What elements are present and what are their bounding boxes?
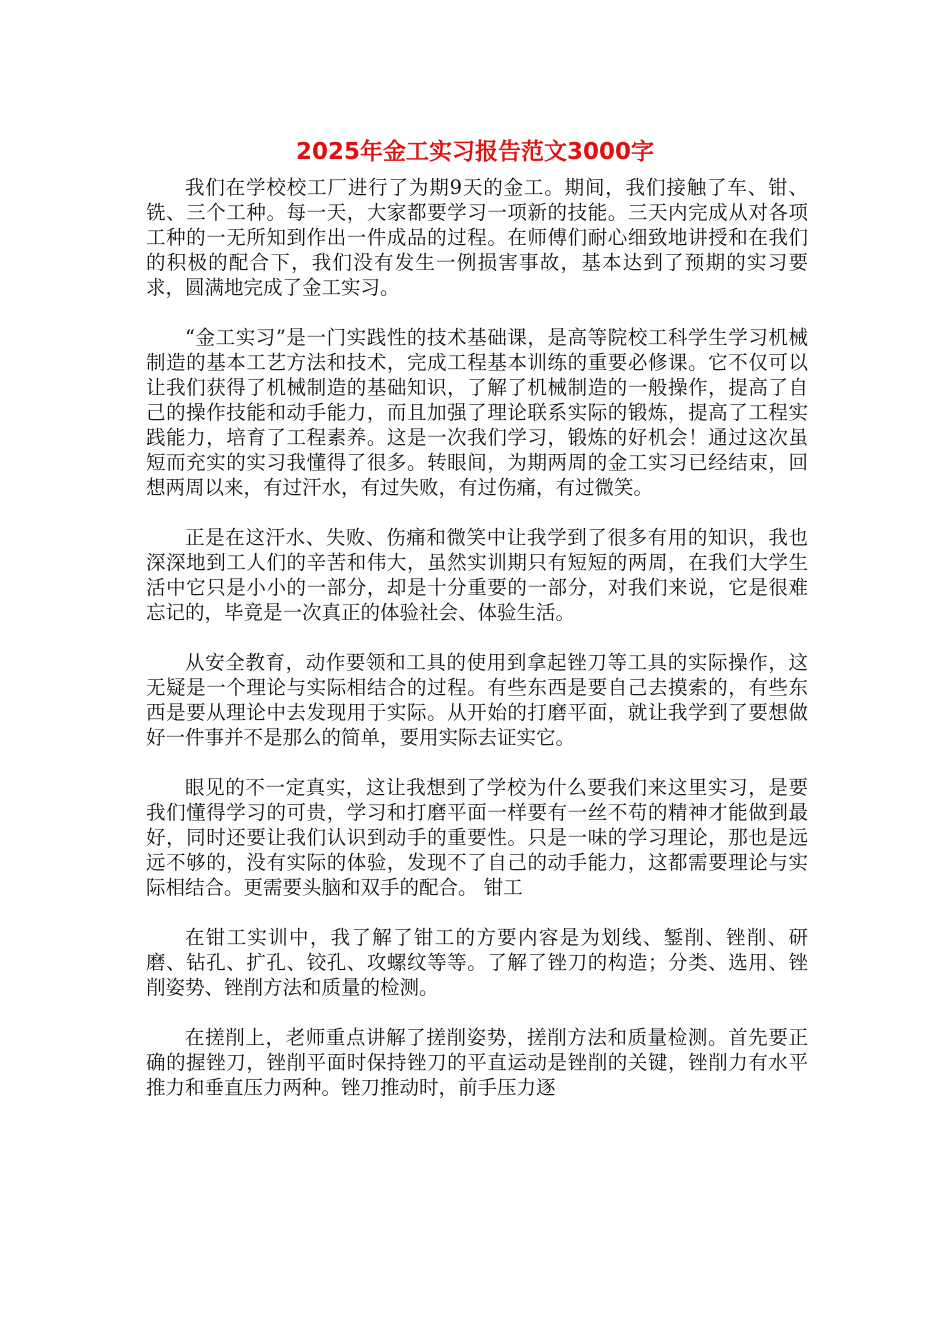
paragraph: 我们在学校校工厂进行了为期9天的金工。期间，我们接触了车、钳、铣、三个工种。每一天，大家都要学习一项新的技能。三天内完成从对各项工种的一无所知到作出一件成品的过程。在师傅们耐心细致地讲授和在我们的积极的配合下，我们没有发生一例损害事故，基本达到了预期的实习要求，圆满地完成了金工实习。 [146,176,808,299]
paragraph: 正是在这汗水、失败、伤痛和微笑中让我学到了很多有用的知识，我也深深地到工人们的辛苦和伟大，虽然实训期只有短短的两周，在我们大学生活中它只是小小的一部分，却是十分重要的一部分，对我们来说，它是很难忘记的，毕竟是一次真正的体验社会、体验生活。 [146,526,808,624]
paragraph: 在搓削上，老师重点讲解了搓削姿势，搓削方法和质量检测。首先要正确的握锉刀，锉削平面时保持锉刀的平直运动是锉削的关键，锉削力有水平推力和垂直压力两种。锉刀推动时，前手压力逐 [146,1026,808,1099]
paragraph: 在钳工实训中，我了解了钳工的方要内容是为划线、錾削、锉削、研磨、钻孔、扩孔、铰孔、攻螺纹等等。了解了锉刀的构造；分类、选用、锉削姿势、锉削方法和质量的检测。 [146,926,808,999]
paragraph: 眼见的不一定真实，这让我想到了学校为什么要我们来这里实习，是要我们懂得学习的可贵，学习和打磨平面一样要有一丝不苟的精神才能做到最好，同时还要让我们认识到动手的重要性。只是一味的学习理论，那也是远远不够的，没有实际的体验，发现不了自己的动手能力，这都需要理论与实际相结合。更需要头脑和双手的配合。 钳工 [146,776,808,899]
document-title: 2025年金工实习报告范文3000字 [295,139,655,165]
document-body [146,175,808,1125]
paragraph: 从安全教育，动作要领和工具的使用到拿起锉刀等工具的实际操作，这无疑是一个理论与实际相结合的过程。有些东西是要自己去摸索的，有些东西是要从理论中去发现用于实际。从开始的打磨平面，就让我学到了要想做好一件事并不是那么的简单，要用实际去证实它。 [146,651,808,749]
paragraph: “金工实习”是一门实践性的技术基础课，是高等院校工科学生学习机械制造的基本工艺方法和技术，完成工程基本训练的重要必修课。它不仅可以让我们获得了机械制造的基础知识，了解了机械制造的一般操作，提高了自己的操作技能和动手能力，而且加强了理论联系实际的锻炼，提高了工程实践能力，培育了工程素养。这是一次我们学习，锻炼的好机会！通过这次虽短而充实的实习我懂得了很多。转眼间，为期两周的金工实习已经结束，回想两周以来，有过汗水，有过失败，有过伤痛，有过微笑。 [146,326,808,499]
